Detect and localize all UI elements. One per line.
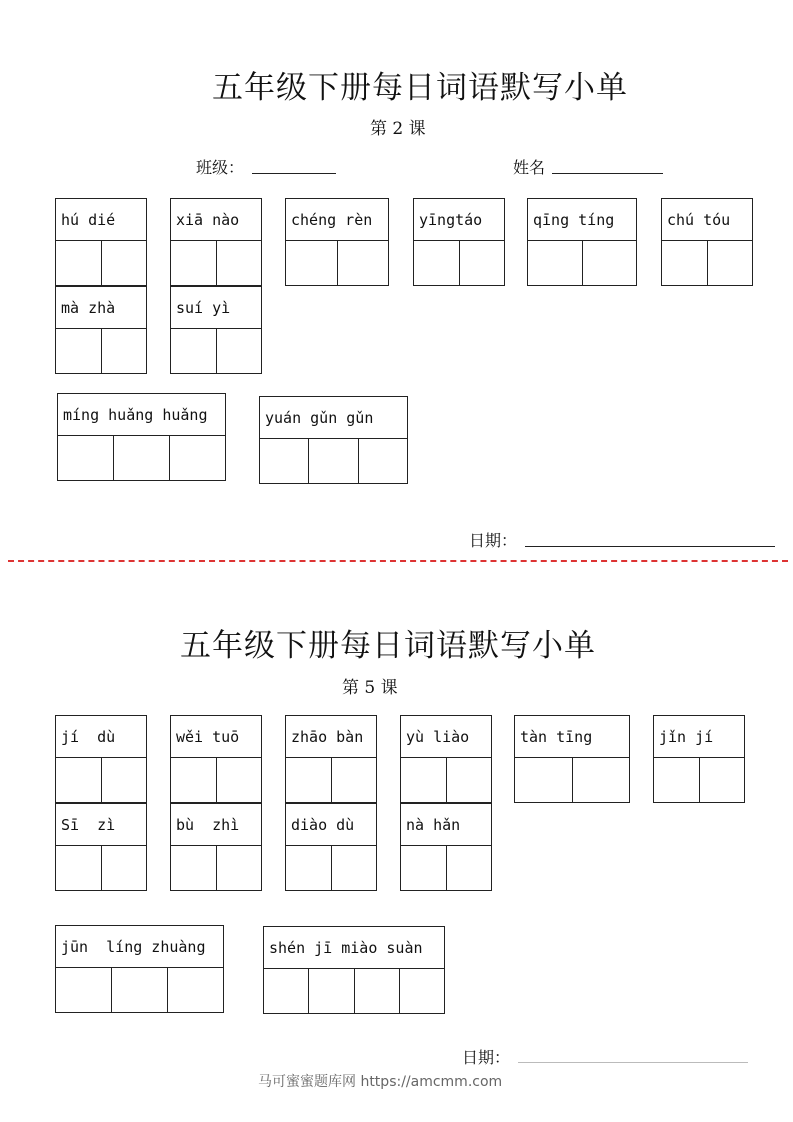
pinyin-label: qīng tíng xyxy=(528,199,636,241)
pinyin-label: shén jī miào suàn xyxy=(264,927,444,969)
writing-cell[interactable] xyxy=(114,436,170,480)
writing-cell[interactable] xyxy=(264,969,309,1013)
word-box xyxy=(285,198,389,286)
pinyin-label: Sī zì xyxy=(56,804,146,846)
writing-cell[interactable] xyxy=(654,758,700,802)
pinyin-label: wěi tuō xyxy=(171,716,261,758)
writing-cell[interactable] xyxy=(460,241,505,285)
pinyin-label: suí yì xyxy=(171,287,261,329)
word-box xyxy=(527,198,637,286)
name-field[interactable] xyxy=(552,153,663,174)
pinyin-label: yuán gǔn gǔn xyxy=(260,397,407,439)
date-field-1[interactable] xyxy=(525,526,775,547)
cut-line-divider xyxy=(8,560,788,562)
writing-cell[interactable] xyxy=(286,846,332,890)
writing-cell[interactable] xyxy=(56,758,102,802)
pinyin-label: hú dié xyxy=(56,199,146,241)
word-box xyxy=(55,803,147,891)
word-box xyxy=(170,286,262,374)
word-box xyxy=(400,715,492,803)
writing-cell[interactable] xyxy=(401,758,447,802)
pinyin-label: jǐn jí xyxy=(654,716,744,758)
writing-cell[interactable] xyxy=(700,758,745,802)
writing-cell[interactable] xyxy=(583,241,637,285)
writing-cell[interactable] xyxy=(56,329,102,373)
writing-cell[interactable] xyxy=(414,241,460,285)
writing-cell[interactable] xyxy=(58,436,114,480)
pinyin-label: chú tóu xyxy=(662,199,752,241)
pinyin-label: jūn líng zhuàng xyxy=(56,926,223,968)
word-box xyxy=(55,925,224,1013)
writing-cell[interactable] xyxy=(400,969,444,1013)
writing-cell[interactable] xyxy=(447,846,492,890)
word-box xyxy=(170,198,262,286)
pinyin-label: diào dù xyxy=(286,804,376,846)
date-field-2[interactable] xyxy=(518,1042,748,1063)
writing-cell[interactable] xyxy=(338,241,389,285)
name-label: 姓名 xyxy=(513,158,546,177)
pinyin-label: jí dù xyxy=(56,716,146,758)
class-field[interactable] xyxy=(252,153,336,174)
writing-cell[interactable] xyxy=(102,329,147,373)
writing-cell[interactable] xyxy=(102,846,147,890)
word-box xyxy=(285,715,377,803)
writing-cell[interactable] xyxy=(662,241,708,285)
word-box xyxy=(55,286,147,374)
word-box xyxy=(170,803,262,891)
pinyin-label: nà hǎn xyxy=(401,804,491,846)
word-box xyxy=(514,715,630,803)
writing-cell[interactable] xyxy=(171,329,217,373)
writing-cell[interactable] xyxy=(355,969,400,1013)
watermark-text: 马可蜜蜜题库网 https://amcmm.com xyxy=(258,1074,503,1090)
class-label: 班级： xyxy=(196,158,245,177)
writing-cell[interactable] xyxy=(171,846,217,890)
lesson-number-2: 第 5 课 xyxy=(342,678,398,698)
writing-cell[interactable] xyxy=(102,758,147,802)
word-box xyxy=(263,926,445,1014)
writing-cell[interactable] xyxy=(217,241,262,285)
word-box xyxy=(55,715,147,803)
writing-cell[interactable] xyxy=(332,846,377,890)
writing-cell[interactable] xyxy=(217,329,262,373)
writing-cell[interactable] xyxy=(56,968,112,1012)
pinyin-label: bù zhì xyxy=(171,804,261,846)
worksheet-title-1: 五年级下册每日词语默写小单 xyxy=(212,70,628,106)
pinyin-label: tàn tīng xyxy=(515,716,629,758)
writing-cell[interactable] xyxy=(260,439,309,483)
pinyin-label: yù liào xyxy=(401,716,491,758)
writing-cell[interactable] xyxy=(102,241,147,285)
date-label-2: 日期： xyxy=(462,1048,511,1067)
pinyin-label: xiā nào xyxy=(171,199,261,241)
writing-cell[interactable] xyxy=(528,241,583,285)
writing-cell[interactable] xyxy=(217,846,262,890)
worksheet-title-2: 五年级下册每日词语默写小单 xyxy=(180,628,596,664)
word-box xyxy=(55,198,147,286)
writing-cell[interactable] xyxy=(56,846,102,890)
writing-cell[interactable] xyxy=(332,758,377,802)
writing-cell[interactable] xyxy=(309,969,354,1013)
writing-cell[interactable] xyxy=(217,758,262,802)
pinyin-label: míng huǎng huǎng xyxy=(58,394,225,436)
word-box xyxy=(259,396,408,484)
pinyin-label: chéng rèn xyxy=(286,199,388,241)
writing-cell[interactable] xyxy=(286,241,338,285)
word-box xyxy=(285,803,377,891)
word-box xyxy=(57,393,226,481)
writing-cell[interactable] xyxy=(286,758,332,802)
date-label-1: 日期： xyxy=(469,531,518,550)
writing-cell[interactable] xyxy=(171,241,217,285)
writing-cell[interactable] xyxy=(112,968,168,1012)
writing-cell[interactable] xyxy=(309,439,358,483)
word-box xyxy=(653,715,745,803)
writing-cell[interactable] xyxy=(168,968,223,1012)
writing-cell[interactable] xyxy=(708,241,753,285)
writing-cell[interactable] xyxy=(447,758,492,802)
word-box xyxy=(170,715,262,803)
writing-cell[interactable] xyxy=(171,758,217,802)
writing-cell[interactable] xyxy=(401,846,447,890)
writing-cell[interactable] xyxy=(573,758,630,802)
lesson-number-1: 第 2 课 xyxy=(370,119,426,139)
word-box xyxy=(413,198,505,286)
writing-cell[interactable] xyxy=(515,758,573,802)
pinyin-label: mà zhà xyxy=(56,287,146,329)
pinyin-label: yīngtáo xyxy=(414,199,504,241)
word-box xyxy=(400,803,492,891)
writing-cell[interactable] xyxy=(359,439,407,483)
word-box xyxy=(661,198,753,286)
pinyin-label: zhāo bàn xyxy=(286,716,376,758)
writing-cell[interactable] xyxy=(170,436,225,480)
writing-cell[interactable] xyxy=(56,241,102,285)
